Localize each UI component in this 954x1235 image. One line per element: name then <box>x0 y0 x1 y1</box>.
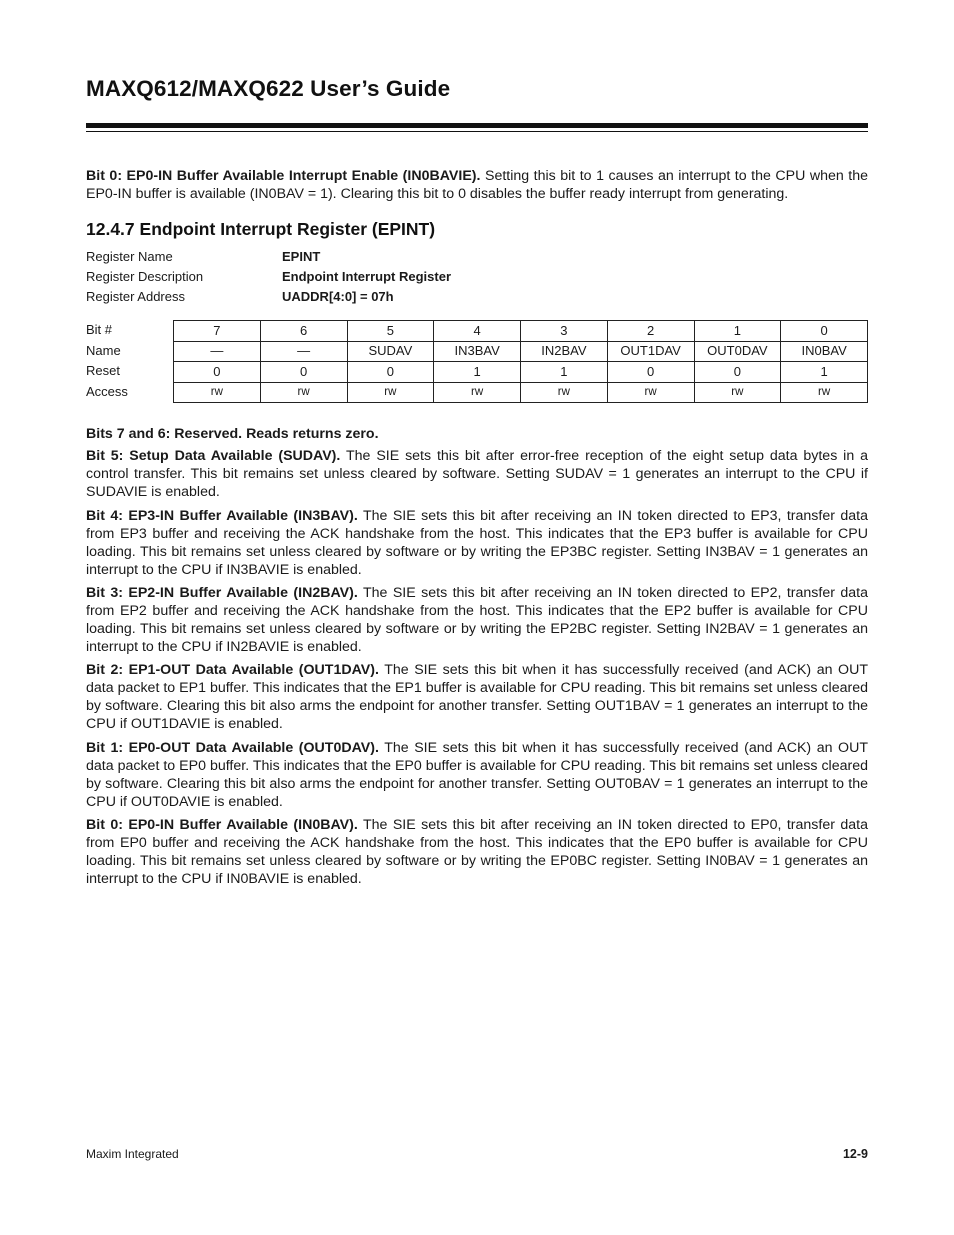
bit-name-cell: OUT1DAV <box>607 341 694 362</box>
bit-number-label: Bit # <box>86 322 113 337</box>
bit-number-cell: 4 <box>434 321 521 342</box>
header-rule-thick <box>86 123 868 128</box>
bit-number-row <box>174 321 868 342</box>
bit-description-bit-0 <box>86 816 868 888</box>
bit-name-cell: SUDAV <box>347 341 434 362</box>
bit-access-cell: rw <box>607 382 694 403</box>
page-title: MAXQ612/MAXQ622 User’s Guide <box>86 76 451 101</box>
bit-description-bits-7-6 <box>86 425 868 443</box>
footer-page-number: 12-9 <box>842 1147 868 1161</box>
bit-number-cell: 0 <box>781 321 868 342</box>
bit-number-cell: 3 <box>521 321 608 342</box>
bit-reset-cell: 0 <box>347 362 434 383</box>
bit-access-cell: rw <box>694 382 781 403</box>
bit-table <box>173 320 868 403</box>
bit-description-text: The SIE sets this bit after receiving an IN token directed to EP2, transfer data from EP2 buffer and receiving the ACK handshake from the host. This indicates that the EP2 buffer is available for CPU loading. This bit remains set unless cleared by software or by writing the EP2BC register. Setting IN2BAV = 1 generates an interrupt to the CPU if IN2BAVIE is enabled. <box>86 585 868 655</box>
bit-description-bit-2 <box>86 661 868 733</box>
bit-name-cell: IN0BAV <box>781 341 868 362</box>
bit-description-lead: Bit 1: EP0-OUT Data Available (OUT0DAV). <box>86 740 379 756</box>
bit-access-cell: rw <box>347 382 434 403</box>
bit-reset-cell: 1 <box>521 362 608 383</box>
bit-name-row <box>174 341 868 362</box>
bit-description-text: The SIE sets this bit after receiving an IN token directed to EP0, transfer data from EP0 buffer and receiving the ACK handshake from the host. This indicates that the EP0 buffer is available for CPU loading. This bit remains set unless cleared by software or by writing the EP0BC register. Setting IN0BAV = 1 generates an interrupt to the CPU if IN0BAVIE is enabled. <box>86 817 868 887</box>
bit-reset-row <box>174 362 868 383</box>
bit-access-label: Access <box>86 383 128 399</box>
register-address-label: Register Address <box>86 289 185 304</box>
bit-description-lead: Bit 0: EP0-IN Buffer Available (IN0BAV). <box>86 817 358 833</box>
bit-name-label: Name <box>86 342 121 358</box>
footer-company: Maxim Integrated <box>86 1147 179 1161</box>
bit-number-cell: 7 <box>174 321 261 342</box>
bit-name-cell: — <box>260 341 347 362</box>
bit-reset-cell: 0 <box>694 362 781 383</box>
bit-access-cell: rw <box>174 382 261 403</box>
register-name-label: Register Name <box>86 249 173 264</box>
bit-number-cell: 1 <box>694 321 781 342</box>
register-description-value: Endpoint Interrupt Register <box>282 269 451 284</box>
bit-reset-cell: 1 <box>434 362 521 383</box>
register-description-label: Register Description <box>86 269 204 284</box>
bit-name-cell: IN3BAV <box>434 341 521 362</box>
bit-reset-cell: 0 <box>607 362 694 383</box>
bit-description-lead: Bit 4: EP3-IN Buffer Available (IN3BAV). <box>86 508 358 524</box>
bit-name-cell: IN2BAV <box>521 341 608 362</box>
bit-access-cell: rw <box>434 382 521 403</box>
bit-description-lead: Bit 2: EP1-OUT Data Available (OUT1DAV). <box>86 662 379 678</box>
bit-access-cell: rw <box>781 382 868 403</box>
bit-access-row <box>174 382 868 403</box>
bit-description-text: The SIE sets this bit when it has successfully received (and ACK) an OUT data packet to EP0 buffer. This indicates that the EP0 buffer is available for CPU reading. This bit remains set unless cleared by software. Clearing this bit also arms the endpoint for another transfer. Setting OUT0BAV = 1 generates an interrupt to the CPU if OUT0DAVIE is enabled. <box>86 740 868 810</box>
intro-paragraph <box>86 167 868 203</box>
bit-description-lead: Bit 3: EP2-IN Buffer Available (IN2BAV). <box>86 585 358 601</box>
bit-access-cell: rw <box>521 382 608 403</box>
section-heading: 12.4.7 Endpoint Interrupt Register (EPINT) <box>86 219 436 239</box>
bit-description-lead: Bits 7 and 6: Reserved. Reads returns zero. <box>86 426 379 442</box>
bit-description-bit-4 <box>86 507 868 579</box>
bit-number-cell: 2 <box>607 321 694 342</box>
register-name-value: EPINT <box>282 249 321 264</box>
bit-number-cell: 6 <box>260 321 347 342</box>
bit-description-bit-1 <box>86 739 868 811</box>
header-rule-thin <box>86 131 868 132</box>
bit-reset-cell: 0 <box>260 362 347 383</box>
intro-text: Setting this bit to 1 causes an interrupt to the CPU when the EP0-IN buffer is available (IN0BAV = 1). Clearing this bit to 0 disables the buffer ready interrupt from generating. <box>86 168 868 202</box>
bit-number-cell: 5 <box>347 321 434 342</box>
bit-description-text: The SIE sets this bit when it has successfully received (and ACK) an OUT data packet to EP1 buffer. This indicates that the EP1 buffer is available for CPU reading. This bit remains set unless cleared by software. Clearing this bit also arms the endpoint for another transfer. Setting OUT1BAV = 1 generates an interrupt to the CPU if OUT1DAVIE is enabled. <box>86 662 868 732</box>
bit-reset-cell: 1 <box>781 362 868 383</box>
bit-description-bit-3 <box>86 584 868 656</box>
bit-description-text: The SIE sets this bit after error-free reception of the eight setup data bytes in a control transfer. This bit remains set unless cleared by software. Setting SUDAV = 1 generates an interrupt to the CPU if SUDAVIE is enabled. <box>86 448 868 500</box>
bit-name-cell: OUT0DAV <box>694 341 781 362</box>
bit-description-bit-5 <box>86 447 868 501</box>
bit-reset-label: Reset <box>86 363 120 378</box>
bit-name-cell: — <box>174 341 261 362</box>
bit-access-cell: rw <box>260 382 347 403</box>
register-address-value: UADDR[4:0] = 07h <box>282 289 394 304</box>
bit-table-row-labels <box>86 320 128 402</box>
bit-description-lead: Bit 5: Setup Data Available (SUDAV). <box>86 448 341 464</box>
intro-lead: Bit 0: EP0-IN Buffer Available Interrupt Enable (IN0BAVIE). <box>86 168 481 184</box>
bit-description-text: The SIE sets this bit after receiving an IN token directed to EP3, transfer data from EP3 buffer and receiving the ACK handshake from the host. This indicates that the EP3 buffer is available for CPU loading. This bit remains set unless cleared by software or by writing the EP3BC register. Setting IN3BAV = 1 generates an interrupt to the CPU if IN3BAVIE is enabled. <box>86 508 868 578</box>
bit-reset-cell: 0 <box>174 362 261 383</box>
